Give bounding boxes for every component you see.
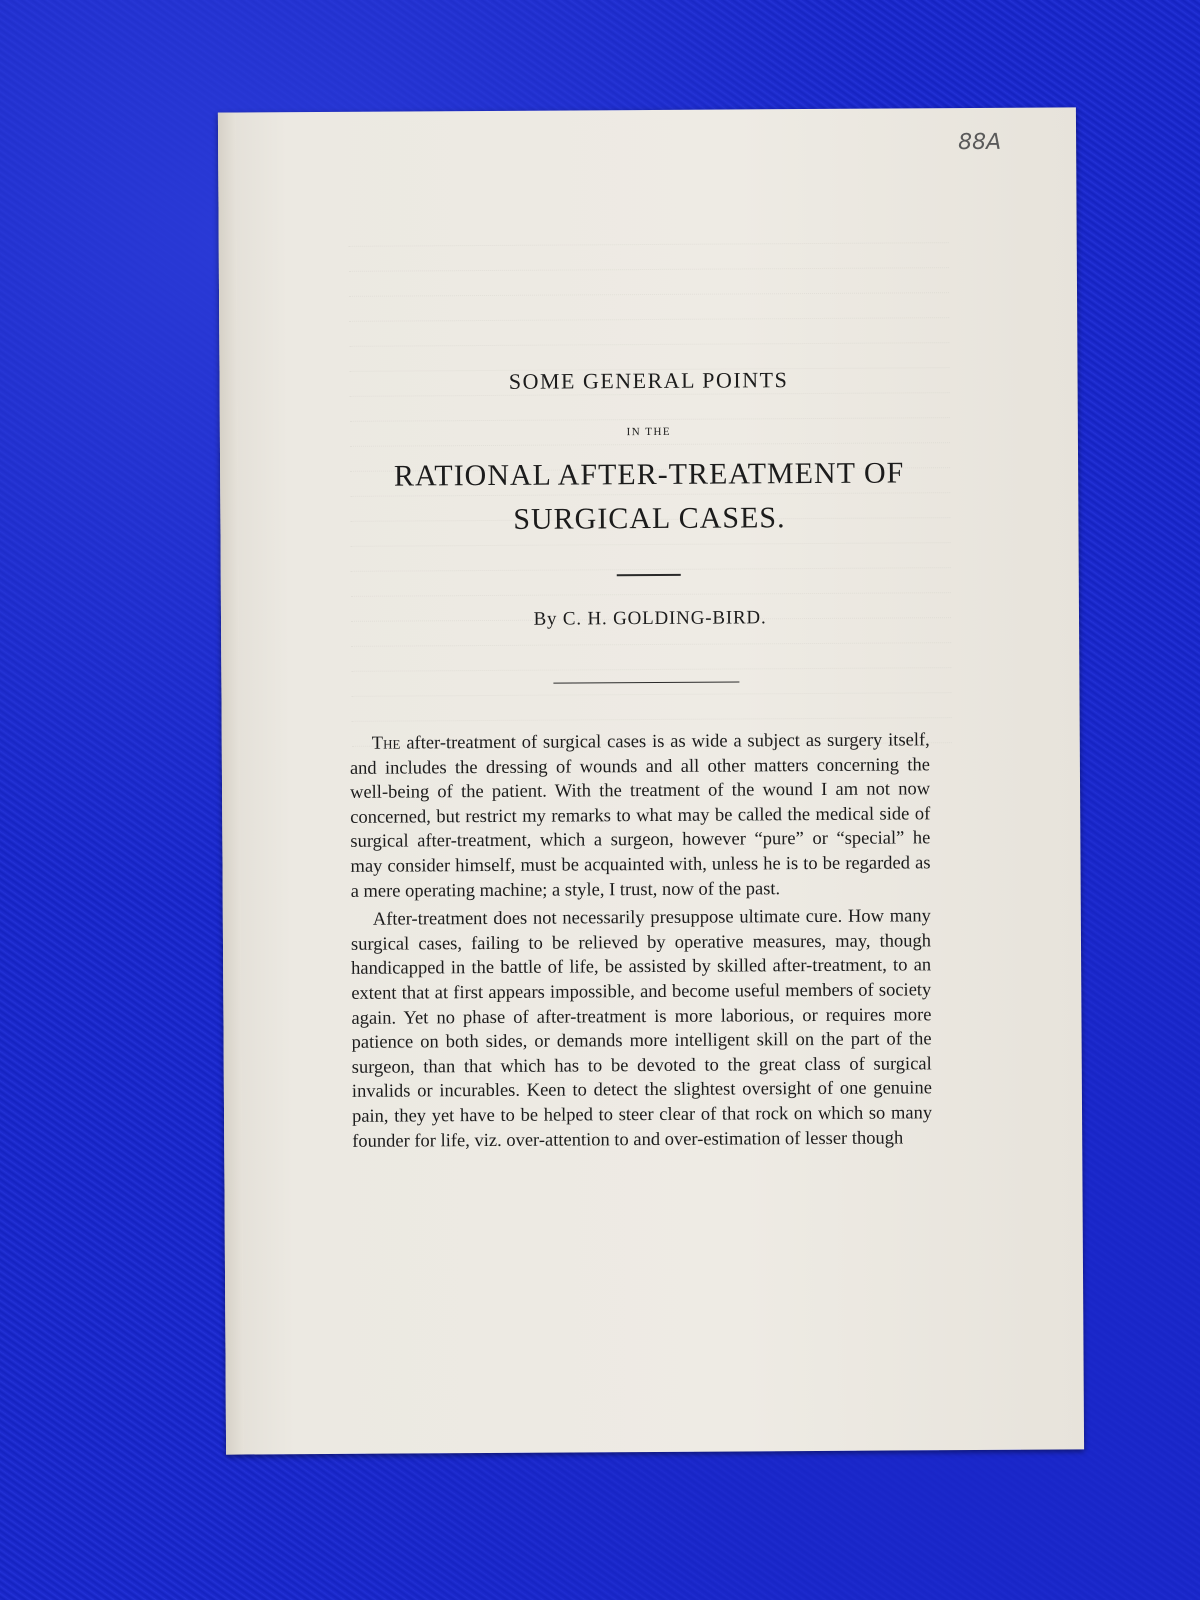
heading-line-1: SOME GENERAL POINTS: [508, 367, 789, 394]
body-text: [350, 728, 933, 1158]
paragraph-1: [350, 728, 931, 904]
paragraph-1-lead: The: [371, 733, 401, 754]
title-rule: [617, 574, 681, 576]
heading-line-2: IN THE: [626, 425, 672, 439]
page-edge: [218, 113, 244, 1455]
document-page: [218, 107, 1084, 1454]
byline: By C. H. GOLDING-BIRD.: [533, 607, 767, 630]
title-line-2: SURGICAL CASES.: [513, 501, 786, 536]
paragraph-1-text: after-treatment of surgical cases is as wide a subject as surgery itself, and includes the dressing of wounds and all other matters concerning the well-being of the patient. With the treatment of the wound I am not now concerned, but restrict my remarks to what may be called the medical side of surgical after-treatment, which a surgeon, however “pure” or “special” he may consider himself, must be acquainted with, unless he is to be regarded as a mere operating machine; a style, I trust, now of the past.: [349, 730, 931, 902]
title-line-1: RATIONAL AFTER-TREATMENT OF: [393, 456, 905, 493]
pencil-note: 88A: [958, 129, 1002, 156]
paragraph-2: After-treatment does not necessarily presuppose ultimate cure. How many surgical cases, failing to be relieved by operative measures, may, though handicapped in the battle of life, be assisted by skilled after-treatment, to an extent that at first appears impossible, and become useful members of society again. Yet no phase of after-treatment is more laborious, or requires more patience on both sides, or demands more intelligent skill on the part of the surgeon, than that which has to be devoted to the great class of surgical invalids or incurables. Keen to detect the slightest oversight of one genuine pain, they yet have to be helped to steer clear of that rock on which so many founder for life, viz. over-attention to and over-estimation of lesser though: [350, 906, 933, 1152]
